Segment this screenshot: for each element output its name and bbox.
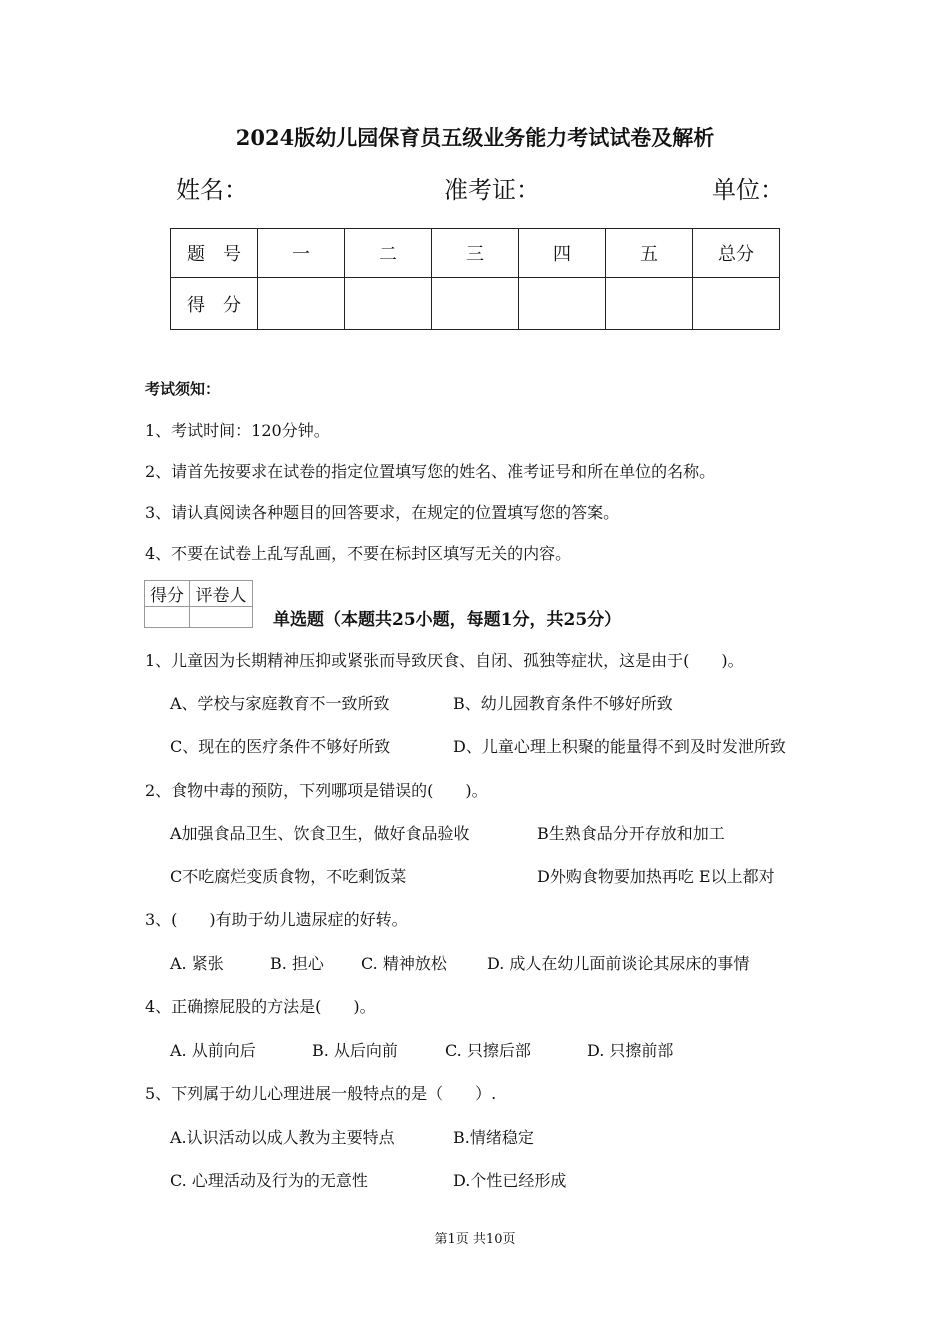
question-option[interactable]: A. 从前向后 [170,1041,256,1060]
question-option[interactable]: B生熟食品分开存放和加工 [537,824,725,843]
score-header-cell: 题 号 [171,229,258,278]
score-cell[interactable] [432,278,519,330]
question-option[interactable]: C不吃腐烂变质食物，不吃剩饭菜 [170,867,407,886]
unit-label: 单位： [712,176,784,204]
question-stem: 2、食物中毒的预防，下列哪项是错误的( )。 [145,781,488,800]
question-stem: 5、下列属于幼儿心理进展一般特点的是（ ）. [145,1084,497,1103]
question-option[interactable]: C. 精神放松 [361,954,447,973]
question-option[interactable]: D.个性已经形成 [453,1171,567,1190]
score-cell[interactable] [606,278,693,330]
question-option[interactable]: B. 担心 [270,954,324,973]
question-option[interactable]: A加强食品卫生、饮食卫生，做好食品验收 [170,824,470,843]
question-option[interactable]: A.认识活动以成人教为主要特点 [170,1128,395,1147]
question-option[interactable]: D. 成人在幼儿面前谈论其尿床的事情 [487,954,750,973]
score-row-label: 得 分 [171,278,258,330]
notice-item: 4、不要在试卷上乱写乱画，不要在标封区填写无关的内容。 [145,544,572,563]
question-option[interactable]: C、现在的医疗条件不够好所致 [170,737,391,756]
score-cell[interactable] [519,278,606,330]
question-stem: 3、( )有助于幼儿遗尿症的好转。 [145,910,408,929]
score-cell[interactable] [345,278,432,330]
score-table [170,228,780,330]
exam-id-label: 准考证： [444,176,540,204]
score-header-cell: 三 [432,229,519,278]
score-header-cell: 一 [258,229,345,278]
question-option[interactable]: B.情绪稳定 [453,1128,534,1147]
score-header-cell: 总分 [693,229,780,278]
score-header-cell: 二 [345,229,432,278]
question-option[interactable]: B. 从后向前 [312,1041,398,1060]
question-option[interactable]: C. 心理活动及行为的无意性 [170,1171,368,1190]
question-option[interactable]: A. 紧张 [170,954,224,973]
notice-title: 考试须知： [145,380,221,398]
section-title: 单选题（本题共25小题，每题1分，共25分） [273,610,622,630]
question-option[interactable]: A、学校与家庭教育不一致所致 [170,694,390,713]
exam-title: 2024版幼儿园保育员五级业务能力考试试卷及解析 [235,125,715,150]
question-option[interactable]: B、幼儿园教育条件不够好所致 [453,694,673,713]
score-header-cell: 五 [606,229,693,278]
question-option[interactable]: D外购食物要加热再吃 E以上都对 [537,867,775,886]
question-stem: 4、正确擦屁股的方法是( )。 [145,997,376,1016]
question-option[interactable]: D、儿童心理上积聚的能量得不到及时发泄所致 [453,737,786,756]
notice-item: 2、请首先按要求在试卷的指定位置填写您的姓名、准考证号和所在单位的名称。 [145,462,716,481]
grader-score-label: 得分 [145,581,190,607]
grader-score-cell[interactable] [145,607,190,628]
question-option[interactable]: D. 只擦前部 [587,1041,674,1060]
notice-item: 1、考试时间：120分钟。 [145,421,330,440]
grader-box [144,580,253,628]
score-cell[interactable] [693,278,780,330]
grader-reviewer-cell[interactable] [190,607,253,628]
question-stem: 1、儿童因为长期精神压抑或紧张而导致厌食、自闭、孤独等症状，这是由于( )。 [145,651,744,670]
score-cell[interactable] [258,278,345,330]
grader-reviewer-label: 评卷人 [190,581,253,607]
name-label: 姓名： [176,176,248,204]
notice-item: 3、请认真阅读各种题目的回答要求，在规定的位置填写您的答案。 [145,503,620,522]
question-option[interactable]: C. 只擦后部 [445,1041,531,1060]
score-header-cell: 四 [519,229,606,278]
page-footer: 第1页 共10页 [434,1232,516,1247]
